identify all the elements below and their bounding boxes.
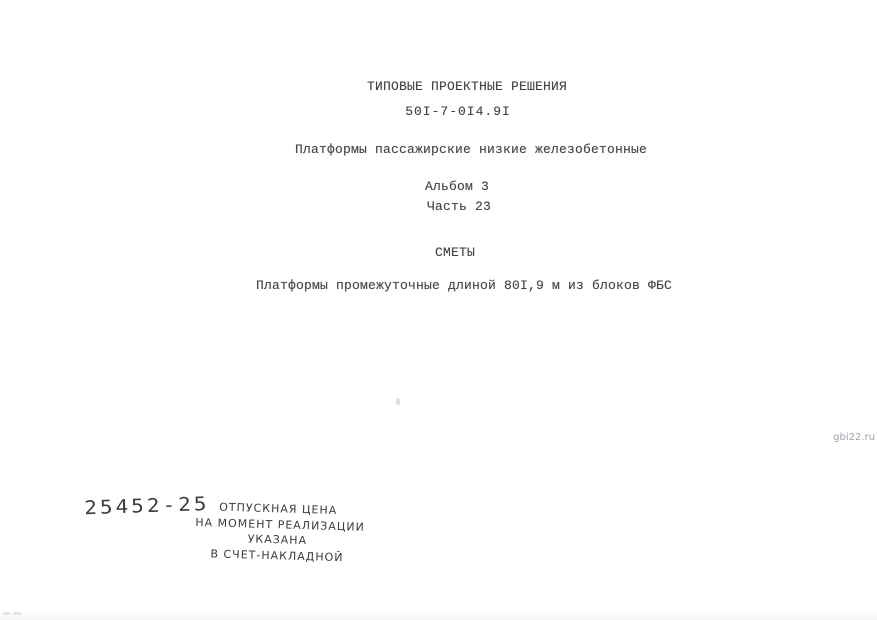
price-note-line-2: НА МОМЕНТ РЕАЛИЗАЦИИ [195, 515, 366, 534]
price-note-line-4: В СЧЕТ-НАКЛАДНОЙ [210, 546, 344, 564]
description-line: Платформы промежуточные длиной 80I,9 м из блоков ФБС [255, 278, 673, 293]
site-watermark: gbi22.ru [833, 432, 875, 443]
document-type-title: ТИПОВЫЕ ПРОЕКТНЫЕ РЕШЕНИЯ [366, 79, 568, 94]
scan-speck [3, 612, 10, 615]
document-subject-line: Платформы пассажирские низкие железобетонные [294, 142, 648, 157]
price-note-line-1: ОТПУСКНАЯ ЦЕНА [219, 500, 338, 517]
handwritten-price-code: 25452-25 [83, 492, 210, 519]
scan-speck [396, 398, 400, 405]
album-line: Альбом 3 [424, 179, 490, 194]
part-line: Часть 23 [426, 199, 492, 214]
section-title: СМЕТЫ [434, 245, 476, 260]
handwritten-price-note [194, 499, 366, 566]
document-series-number: 50I-7-0I4.9I [405, 104, 511, 119]
price-note-line-3: УКАЗАНА [247, 532, 308, 548]
scan-speck [13, 612, 22, 615]
